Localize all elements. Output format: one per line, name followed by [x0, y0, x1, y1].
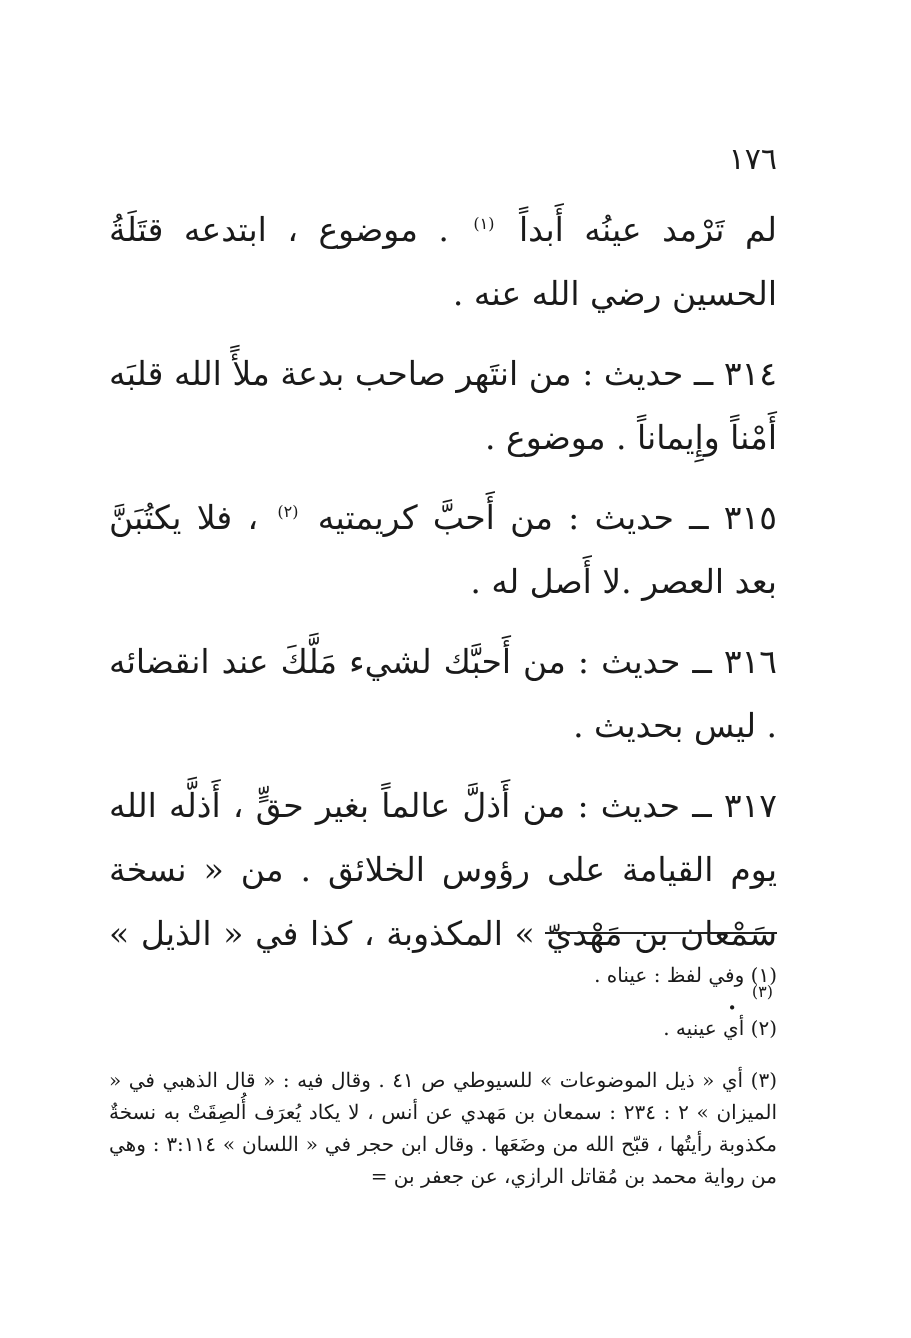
- hadith-entry-315: [109, 486, 777, 614]
- footnote-separator: [545, 932, 777, 934]
- paragraph-text: ، فلا يكتُبَنَّ بعد العصر .لا أَصل له .: [109, 498, 777, 601]
- paragraph-text: لم تَرْمد عينُه أَبداً: [518, 210, 777, 249]
- hadith-entry-314: [109, 342, 777, 470]
- footnote-ref: (١): [473, 214, 495, 233]
- paragraph-text: ٣١٤ ــ حديث : من انتَهر صاحب بدعة ملأً الله قلبَه أَمْناً وإِيماناً . موضوع .: [109, 354, 777, 457]
- footnote-1: (١) وفي لفظ : عيناه .: [594, 963, 777, 987]
- paragraph-text: ٣١٥ ــ حديث : من أَحبَّ كريمتيه: [317, 498, 777, 537]
- paragraph-text: ٣١٦ ــ حديث : من أَحبَّك لشيء مَلَّكَ عند انقضائه . ليس بحديث .: [109, 642, 777, 745]
- footnote-ref: (٢): [277, 502, 299, 521]
- main-text: [109, 198, 777, 1046]
- footnote-ref: (٣): [751, 982, 773, 1001]
- paragraph-text: ٣١٧ ــ حديث : من أَذلَّ عالماً بغير حقٍّ ، أَذلَّه الله يوم القيامة على رؤوس الخلائق . من « نسخة سَمْعان بن مَهْديّ » المكذوبة ، كذا في « الذيل »: [109, 786, 777, 953]
- paragraph-text: .: [726, 978, 738, 1017]
- page-number: ١٧٦: [728, 142, 777, 177]
- footnote-2: (٢) أي عينيه .: [663, 1016, 777, 1040]
- paragraph-continuation: [109, 198, 777, 326]
- footnotes: [109, 958, 777, 1210]
- footnote-3: (٣) أي « ذيل الموضوعات » للسيوطي ص ٤١ . وقال فيه : « قال الذهبي في « الميزان » ٢ : ٢٣٤ : سمعان بن مَهدي عن أنس ، لا يكاد يُعرَف أُلصِقَتْ به نسخةٌ مكذوبة رأيتُها ، قبّح الله من وضَعَها . وقال ابن حجر في « اللسان » ٣:١١٤ : وهي من رواية محمد بن مُقاتل الرازي، عن جعفر بن =: [109, 1068, 778, 1188]
- hadith-entry-316: [109, 630, 777, 758]
- paragraph-text: . موضوع ، ابتدعه قتَلَةُ الحسين رضي الله عنه .: [109, 210, 777, 313]
